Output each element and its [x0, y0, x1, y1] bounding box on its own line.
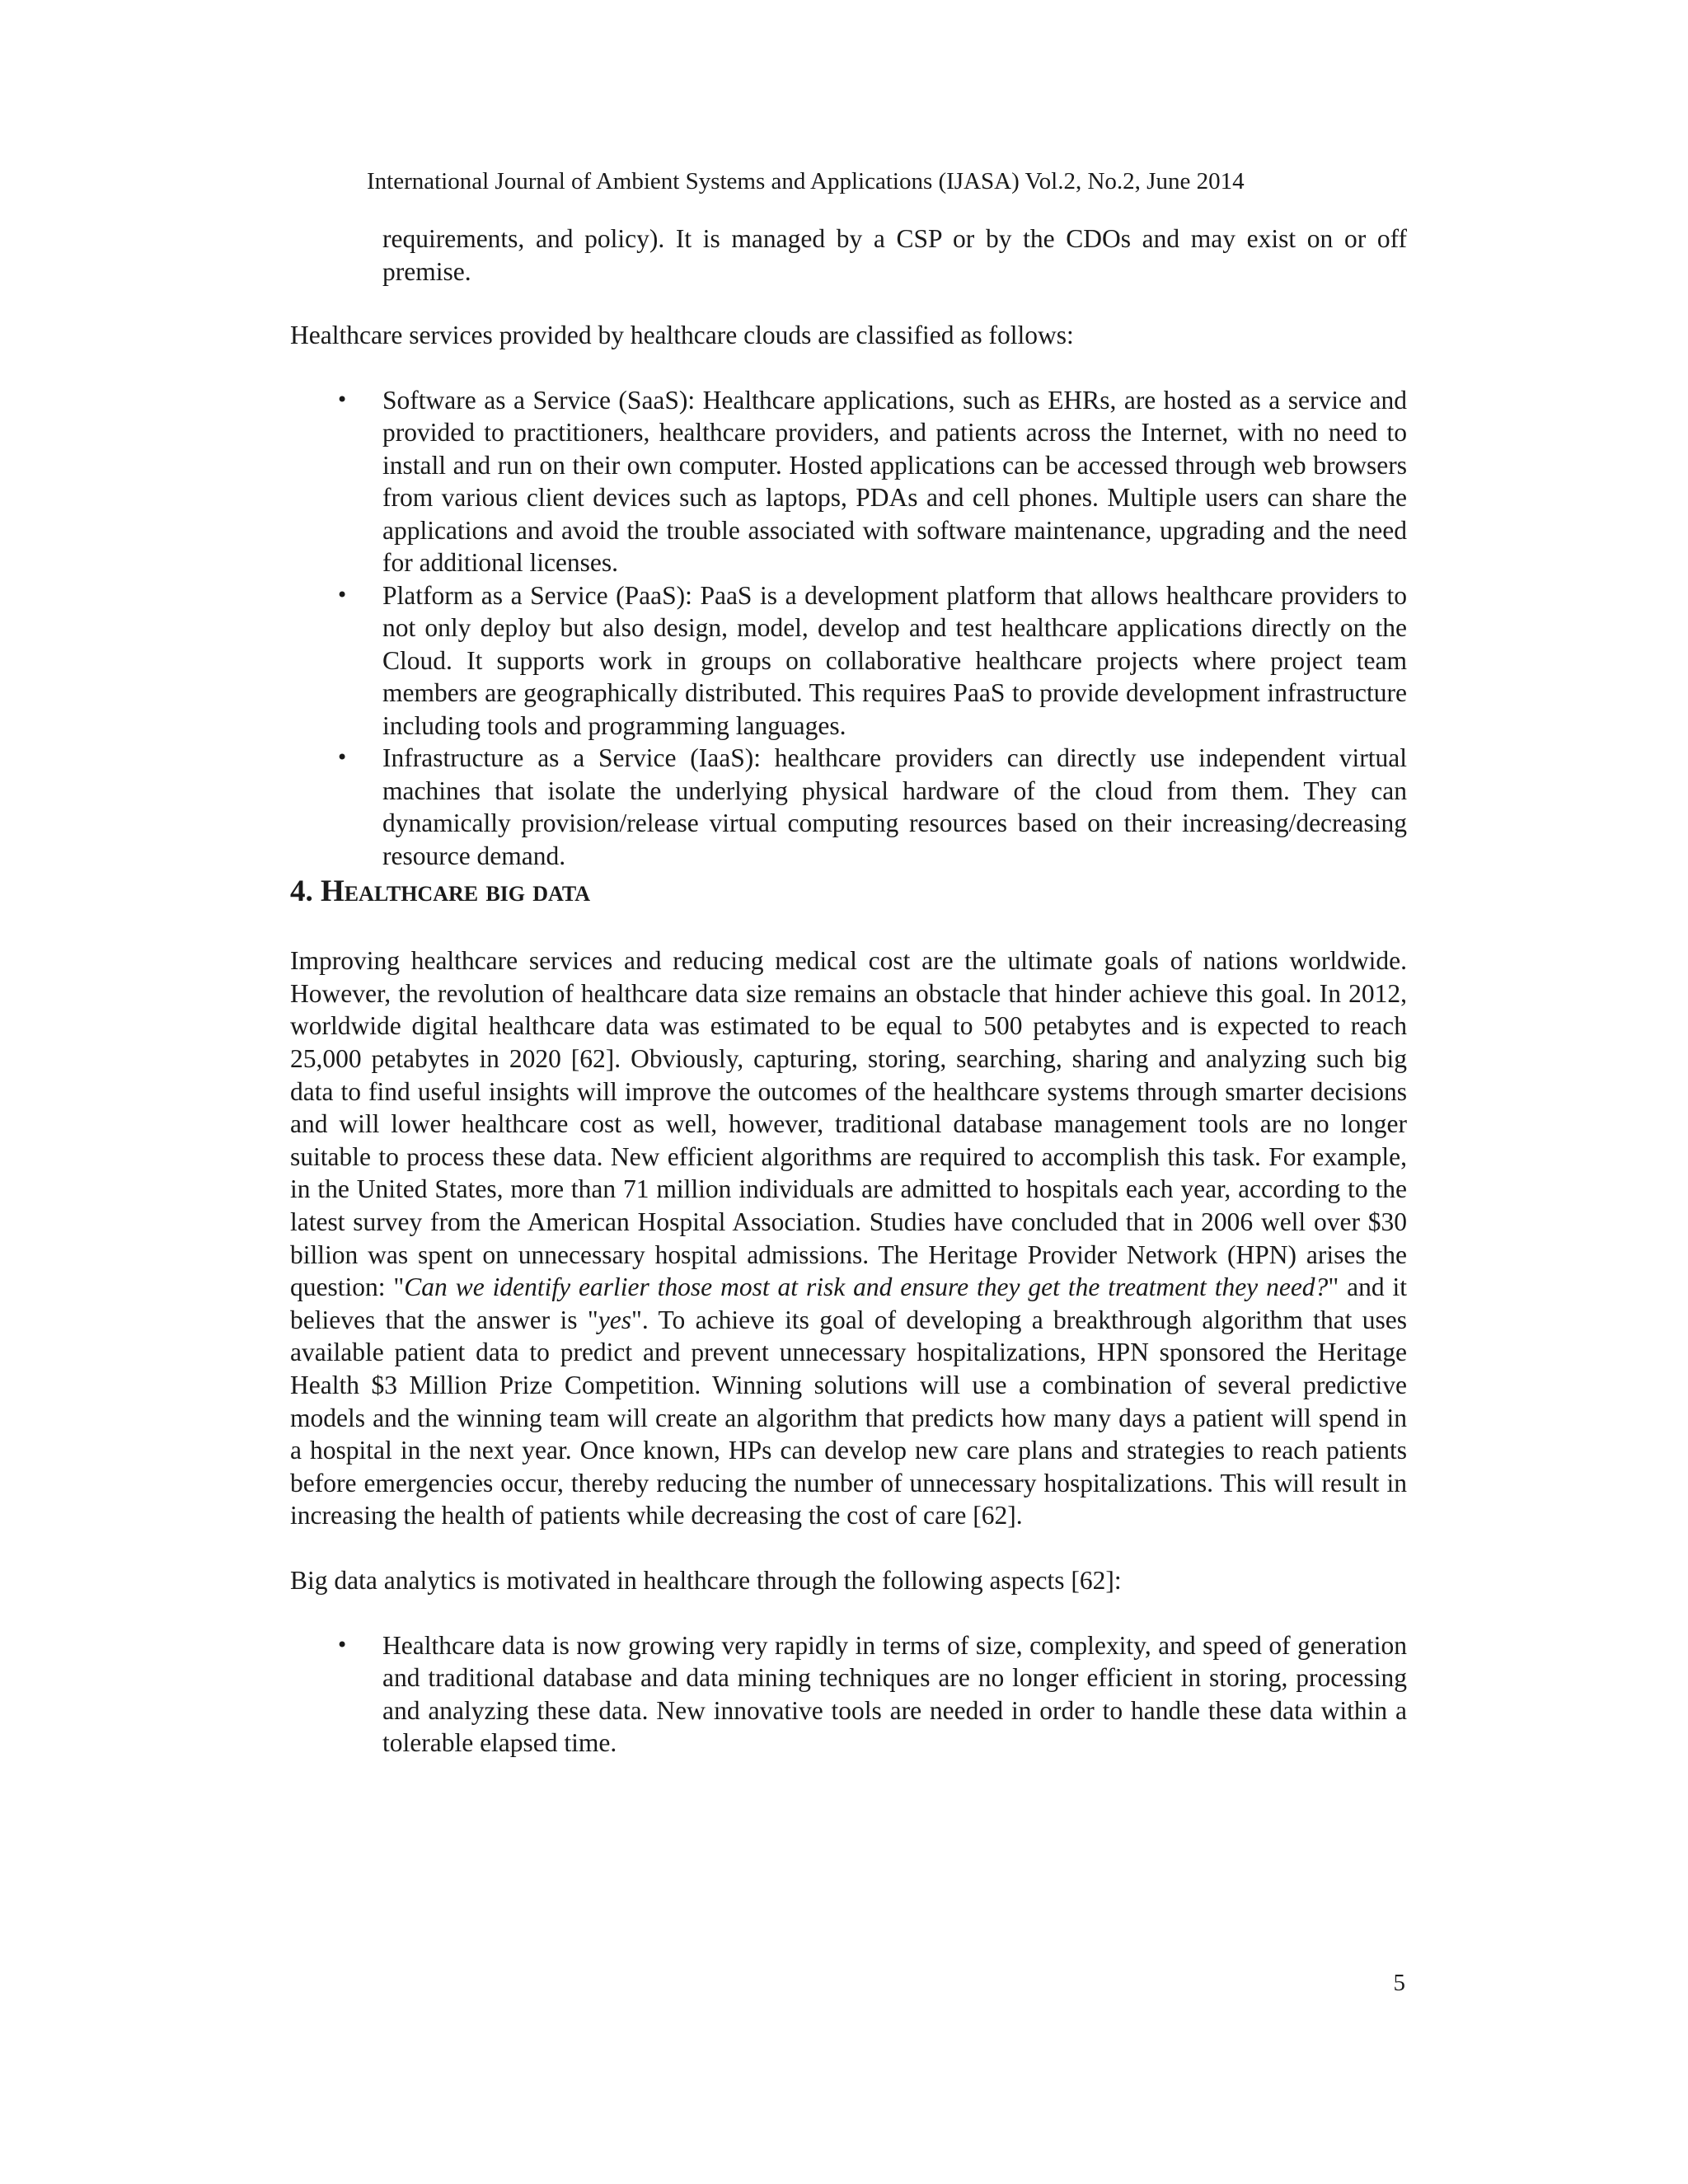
main-paragraph-part2: " and it believes that the answer is " — [290, 1272, 1408, 1334]
list-item-paas — [290, 579, 1407, 743]
list-item-aspect — [290, 1629, 1407, 1760]
aspects-list — [290, 1629, 1407, 1760]
bullet-icon: • — [336, 1633, 349, 1657]
main-paragraph-part1: Improving healthcare services and reducing medical cost are the ultimate goals of nations worldwide. However, the revolution of healthcare data size remains an obstacle that hinder achieve this goal. In 2012, worldwide digital healthcare data was estimated to be equal to 500 petabytes and is expected to reach 25,000 petabytes in 2020 [62]. Obviously, capturing, storing, searching, sharing and analyzing such big data to find useful insights will improve the outcomes of the healthcare systems through smarter decisions and will lower healthcare cost as well, however, traditional database management tools are no longer suitable to process these data. New efficient algorithms are required to accomplish this task. For example, in the United States, more than 71 million individuals are admitted to hospitals each year, according to the latest survey from the American Hospital Association. Studies have concluded that in 2006 well over $30 billion was spent on unnecessary hospital admissions. The Heritage Provider Network (HPN) arises the question: " — [290, 946, 1407, 1302]
bullet-icon: • — [336, 746, 349, 770]
section-heading — [290, 872, 1407, 912]
section-title: Healthcare big data — [321, 874, 591, 909]
hpn-question: Can we identify earlier those most at risk and ensure they get the treatment they need? — [404, 1272, 1329, 1302]
list-item-text: Platform as a Service (PaaS): PaaS is a development platform that allows healthcare providers to not only deploy but also design, model, develop and test healthcare applications directly on the Cloud. It supports work in groups on collaborative healthcare projects where project team members are geographically distributed. This requires PaaS to provide development infrastructure including tools and programming languages. — [382, 580, 1407, 740]
bullet-icon: • — [336, 583, 349, 607]
running-header: International Journal of Ambient Systems and Applications (IJASA) Vol.2, No.2, June 2014 — [367, 168, 1245, 194]
list-item-text: Software as a Service (SaaS): Healthcare applications, such as EHRs, are hosted as a service and provided to practitioners, healthcare providers, and patients across the Internet, with no need to install and run on their own computer. Hosted applications can be accessed through web browsers from various client devices such as laptops, PDAs and cell phones. Multiple users can share the applications and avoid the trouble associated with software maintenance, upgrading and the need for additional licenses. — [382, 385, 1407, 578]
hpn-answer: yes — [598, 1305, 631, 1334]
page-body — [290, 223, 1407, 1760]
list-item-text: Healthcare data is now growing very rapidly in terms of size, complexity, and speed of generation and traditional database and data mining techniques are no longer efficient in storing, processing and analyzing these data. New innovative tools are needed in order to handle these data within a tolerable elapsed time. — [382, 1630, 1407, 1758]
list-item-iaas — [290, 742, 1407, 872]
bullet-icon: • — [336, 387, 349, 411]
list-item-saas — [290, 384, 1407, 579]
page-number: 5 — [1393, 1970, 1405, 1996]
list-item-text: Infrastructure as a Service (IaaS): healthcare providers can directly use independent virtual machines that isolate the underlying physical hardware of the cloud from them. They can dynamically provision/release virtual computing resources based on their increasing/decreasing resource demand. — [382, 743, 1407, 870]
section-number: 4. — [290, 874, 313, 909]
service-list — [290, 384, 1407, 873]
main-paragraph — [290, 944, 1407, 1532]
intro-paragraph: Healthcare services provided by healthcare clouds are classified as follows: — [290, 321, 1074, 350]
aspects-intro: Big data analytics is motivated in healthcare through the following aspects [62]: — [290, 1565, 1122, 1595]
continuation-text: requirements, and policy). It is managed by a CSP or by the CDOs and may exist on or off premise. — [382, 224, 1407, 286]
main-paragraph-part3: ". To achieve its goal of developing a breakthrough algorithm that uses available patient data to predict and prevent unnecessary hospitalizations, HPN sponsored the Heritage Health $3 Million Prize Competition. Winning solutions will use a combination of several predictive models and the winning team will create an algorithm that predicts how many days a patient will spend in a hospital in the next year. Once known, HPs can develop new care plans and strategies to reach patients before emergencies occur, thereby reducing the number of unnecessary hospitalizations. This will result in increasing the health of patients while decreasing the cost of care [62]. — [290, 1305, 1407, 1530]
